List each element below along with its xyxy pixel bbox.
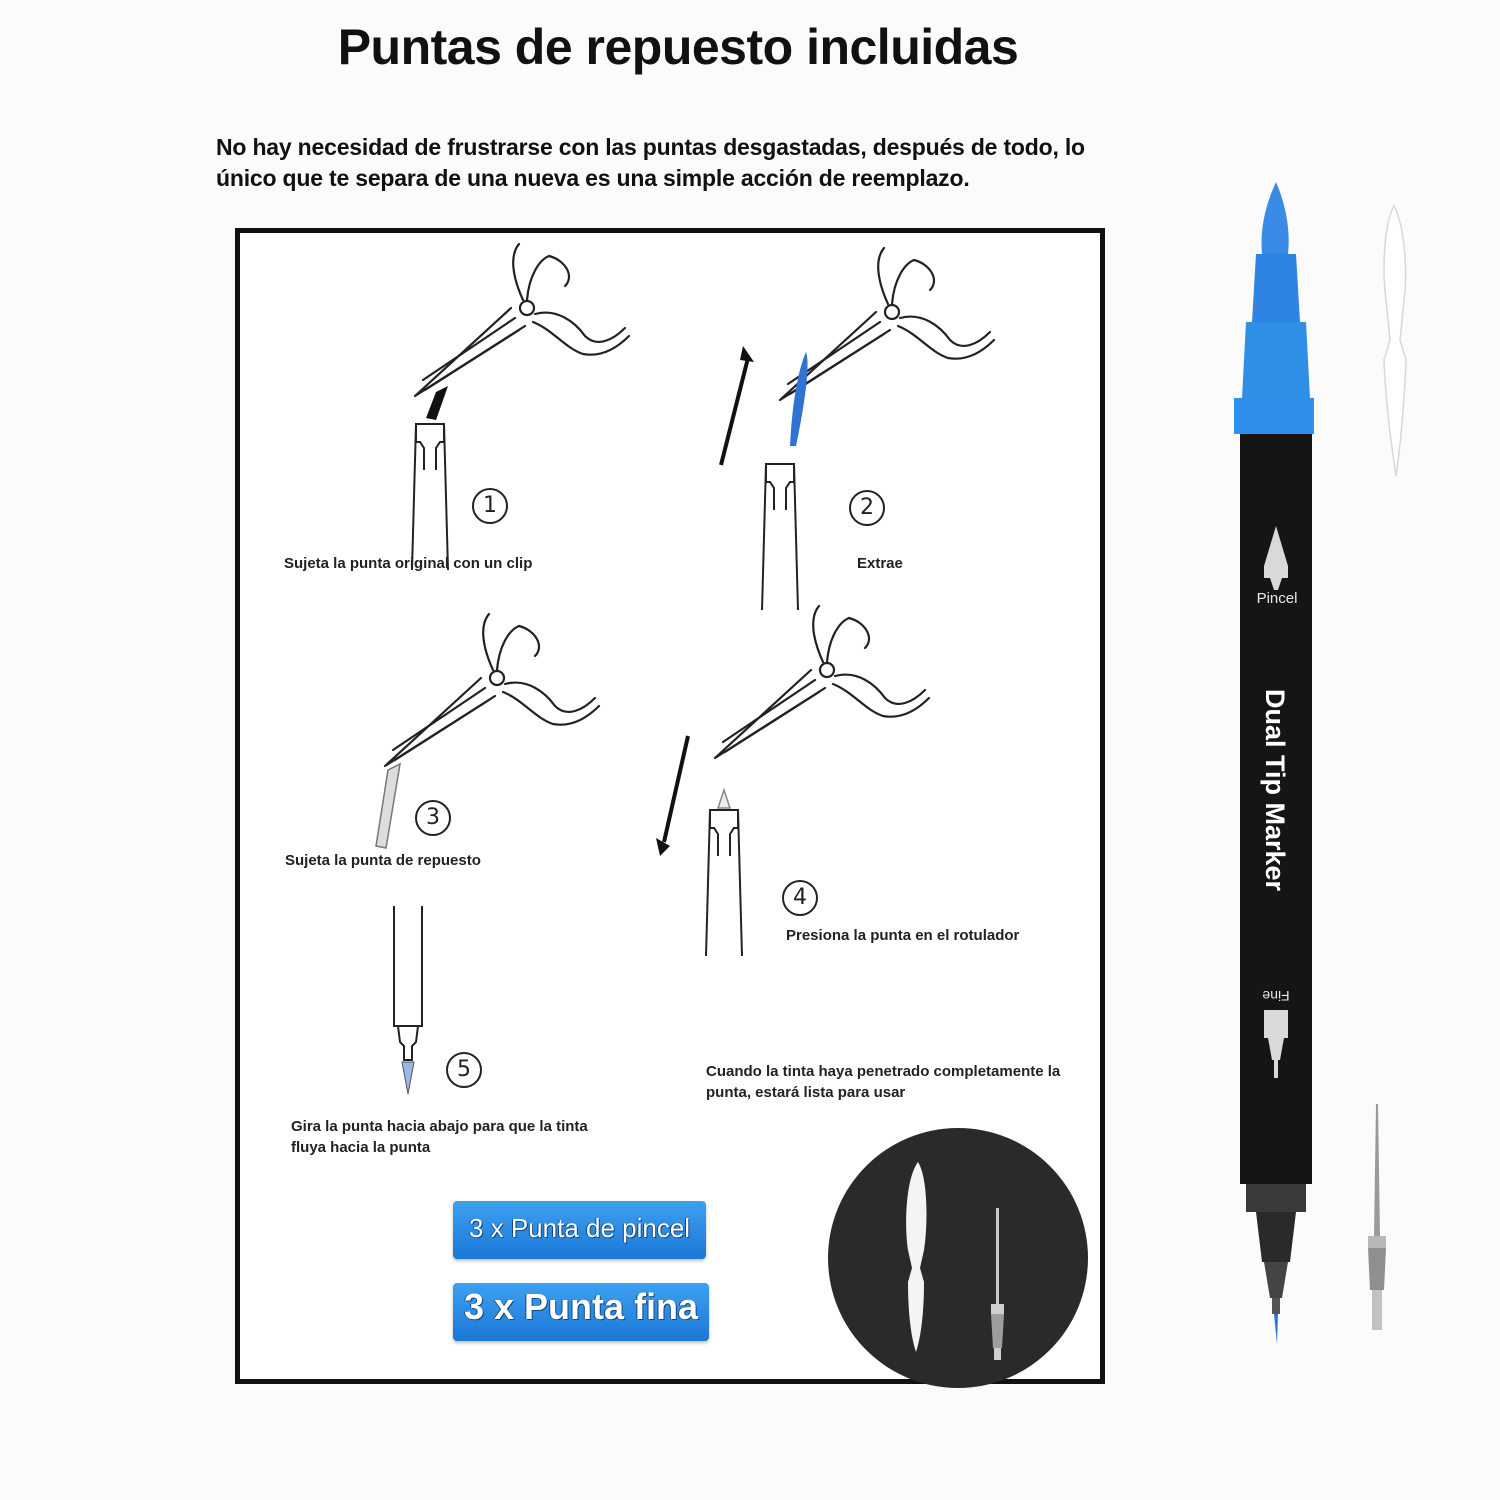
step-1-label: Sujeta la punta original con un clip xyxy=(284,555,533,572)
step-1-illustration xyxy=(412,244,629,570)
ready-note-line-2: punta, estará lista para usar xyxy=(706,1084,906,1101)
spare-brush-tip-icon xyxy=(1384,206,1406,476)
arrow-down-icon xyxy=(664,736,688,842)
step-4-label: Presiona la punta en el rotulador xyxy=(786,927,1020,944)
fine-tips-badge: 3 x Punta fina xyxy=(453,1283,709,1341)
step-5-label xyxy=(291,1116,588,1158)
ready-note-line-1: Cuando la tinta haya penetrado completamente la xyxy=(706,1063,1061,1080)
step-1-number: 1 xyxy=(472,488,508,524)
page-title: Puntas de repuesto incluidas xyxy=(337,19,1019,75)
step-4-number: 4 xyxy=(782,880,818,916)
step-3-number: 3 xyxy=(415,800,451,836)
step-3-illustration xyxy=(376,614,599,848)
step-5-number: 5 xyxy=(446,1052,482,1088)
step-5-label-line-2: fluya hacia la punta xyxy=(291,1139,431,1156)
spare-fine-tip-icon xyxy=(1368,1104,1386,1330)
marker-brand-text: Dual Tip Marker xyxy=(1260,688,1290,892)
step-5-label-line-1: Gira la punta hacia abajo para que la tinta xyxy=(291,1118,588,1135)
spare-tips-circle xyxy=(828,1128,1088,1388)
marker-fine-label: Fine xyxy=(1262,988,1290,1004)
arrow-up-icon xyxy=(721,358,748,465)
spare-tips-icon xyxy=(828,1128,1088,1388)
ready-note xyxy=(706,1061,1060,1103)
step-2-label: Extrae xyxy=(857,555,903,572)
subtitle-line-2: único que te separa de una nueva es una simple acción de reemplazo. xyxy=(216,165,970,191)
marker-brush-label: Pincel xyxy=(1256,590,1298,607)
worn-tip-icon xyxy=(426,386,448,420)
replacement-tip-icon xyxy=(376,764,400,848)
step-5-illustration xyxy=(394,906,422,1094)
subtitle-line-1: No hay necesidad de frustrarse con las puntas desgastadas, después de todo, lo xyxy=(216,134,1085,160)
step-3-label: Sujeta la punta de repuesto xyxy=(285,852,481,869)
blue-tip-icon xyxy=(790,352,808,446)
brush-tips-badge: 3 x Punta de pincel xyxy=(453,1201,706,1259)
step-2-number: 2 xyxy=(849,490,885,526)
